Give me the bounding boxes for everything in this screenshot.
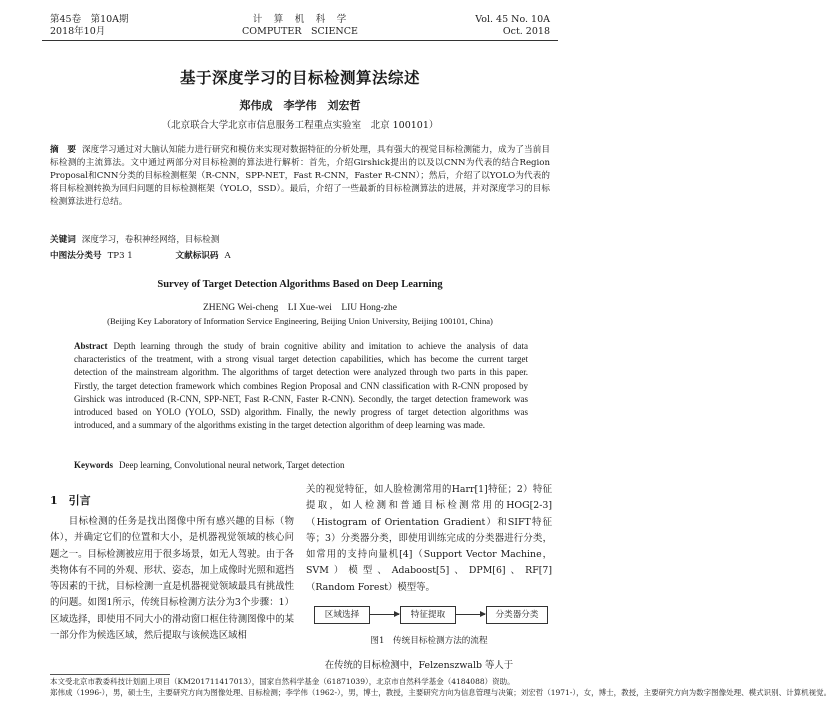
flow-box-classifier: 分类器分类 bbox=[486, 606, 548, 624]
abstract-cn-text: 深度学习通过对大脑认知能力进行研究和模仿来实现对数据特征的分析处理，具有强大的视觉目标检测能力，成为了当前目标检测的主流算法。文中通过两部分对目标检测的算法进行解析：首先，介绍Girshick提出的以及以CNN为代表的结合Region Proposal和CNN分类的目标检测框架（R-CNN，SPP-NET，Fast R-CNN，Faster R-CNN）；然后，介绍了以YOLO为代表的将目标检测转换为回归问题的目标检测框架（YOLO，SSD）。最后，介绍了一些最新的目标检测算法的进展，并对深度学习的目标检测算法进行总结。 bbox=[50, 145, 550, 207]
figure-1 bbox=[306, 596, 552, 656]
header-date: 2018年10月 bbox=[50, 26, 106, 37]
footnote-rule bbox=[50, 674, 170, 675]
affiliation-cn: （北京联合大学北京市信息服务工程重点实验室 北京 100101） bbox=[161, 120, 439, 131]
keywords-cn-text: 深度学习，卷积神经网络，目标检测 bbox=[81, 235, 220, 245]
abstract-cn bbox=[50, 144, 550, 209]
abstract-en bbox=[74, 340, 528, 432]
flow-box-region-selection: 区域选择 bbox=[314, 606, 370, 624]
affiliation-en: (Beijing Key Laboratory of Information Service Engineering, Beijing Union University, Beijing 100101, China) bbox=[107, 316, 493, 326]
paper-title-cn: 基于深度学习的目标检测算法综述 bbox=[179, 68, 420, 87]
classification-value: TP3 1 bbox=[107, 251, 133, 261]
paper-title-en: Survey of Target Detection Algorithms Based on Deep Learning bbox=[157, 279, 443, 290]
footnote-funding: 本文受北京市教委科技计划面上项目（KM201711417013），国家自然科学基金（61871039），北京市自然科学基金（4184088）资助。 bbox=[50, 677, 515, 686]
flow-box-feature-extraction: 特征提取 bbox=[400, 606, 456, 624]
section-heading-introduction: 1 引言 bbox=[50, 494, 91, 507]
header-date-en: Oct. 2018 bbox=[502, 26, 550, 37]
right-column-paragraph: 关的视觉特征，如人脸检测常用的Harr[1]特征；2）特征提取，如人检测和普通目标检测常用的HOG[2-3]（Histogram of Orientation Gradient）和SIFT特征等；3）分类器分类，即使用训练完成的分类器进行分类，如常用的支持向量机[4]（Support Vector Machine，SVM）模型、Adaboost[5]、DPM[6]、RF[7]（Random Forest）模型等。 bbox=[306, 484, 552, 593]
header-rule bbox=[42, 40, 558, 41]
header-vol-en: Vol. 45 No. 10A bbox=[475, 14, 550, 25]
abstract-en-label: Abstract bbox=[74, 341, 108, 351]
keywords-en-label: Keywords bbox=[74, 460, 113, 470]
authors-en: ZHENG Wei-cheng LI Xue-wei LIU Hong-zhe bbox=[202, 303, 397, 313]
classification-label: 中图法分类号 bbox=[50, 251, 102, 261]
doc-code-label: 文献标识码 bbox=[175, 251, 219, 261]
abstract-en-text: Depth learning through the study of brain cognitive ability and imitation to achieve the analysis of data characteristics of the treatment, with a strong visual target detection capabilities, which has become the current target detection of the mainstream algorithm. The algorithms of target detection were analyzed through two parts in this paper. Firstly, the target detection framework which combines Region Proposal and CNN classification with R-CNN proposed by Girshick was introduced (R-CNN, SPP-NET, Fast R-CNN, Faster R-CNN). Secondly, the target detection framework was introduced based on YOLO (YOLO, SSD) algorithm. Finally, the newly progress of target detection algorithms was introduced, and a summary of the algorithms existing in the target detection algorithm of deep learning was made. bbox=[74, 341, 528, 431]
keywords-cn bbox=[50, 234, 550, 246]
footnote-authors: 郑伟成（1996-），男，硕士生，主要研究方向为图像处理、目标检测；李学伟（1962-），男，博士，教授，主要研究方向为信息管理与决策；刘宏哲（1971-），女，博士，教授，主要研究方向为数字图像处理、模式识别、计算机视觉。 bbox=[50, 688, 831, 697]
header-volume: 第45卷 第10A期 bbox=[50, 14, 129, 25]
authors-cn: 郑伟成 李学伟 刘宏哲 bbox=[239, 99, 361, 112]
header-journal-cn: 计 算 机 科 学 bbox=[252, 14, 348, 25]
header-journal-en: COMPUTER SCIENCE bbox=[242, 26, 358, 37]
flow-arrow-1 bbox=[369, 614, 399, 615]
keywords-cn-label: 关键词 bbox=[50, 235, 76, 245]
keywords-en-text: Deep learning, Convolutional neural network, Target detection bbox=[119, 460, 345, 470]
classification-line bbox=[50, 250, 550, 262]
flow-arrow-2 bbox=[455, 614, 485, 615]
doc-code-value: A bbox=[224, 251, 231, 261]
figure-1-caption: 图1 传统目标检测方法的流程 bbox=[370, 636, 488, 646]
left-column-paragraph: 目标检测的任务是找出图像中所有感兴趣的目标（物体），并确定它们的位置和大小，是机器视觉领域的核心问题之一。目标检测被应用于很多场景，如无人驾驶。由于各类物体有不同的外观、形状、姿态，加上成像时光照和遮挡等因素的干扰，目标检测一直是机器视觉领域最具有挑战性的问题。如图1所示，传统目标检测方法分为3个步骤：1）区域选择，即使用不同大小的滑动窗口框住待测图像中的某一部分作为候选区域，然后提取与该候选区域相 bbox=[50, 516, 294, 642]
right-column-paragraph-2: 在传统的目标检测中，Felzenszwalb 等人于 bbox=[324, 660, 514, 671]
keywords-en bbox=[74, 459, 528, 472]
abstract-cn-label: 摘 要 bbox=[50, 145, 77, 155]
